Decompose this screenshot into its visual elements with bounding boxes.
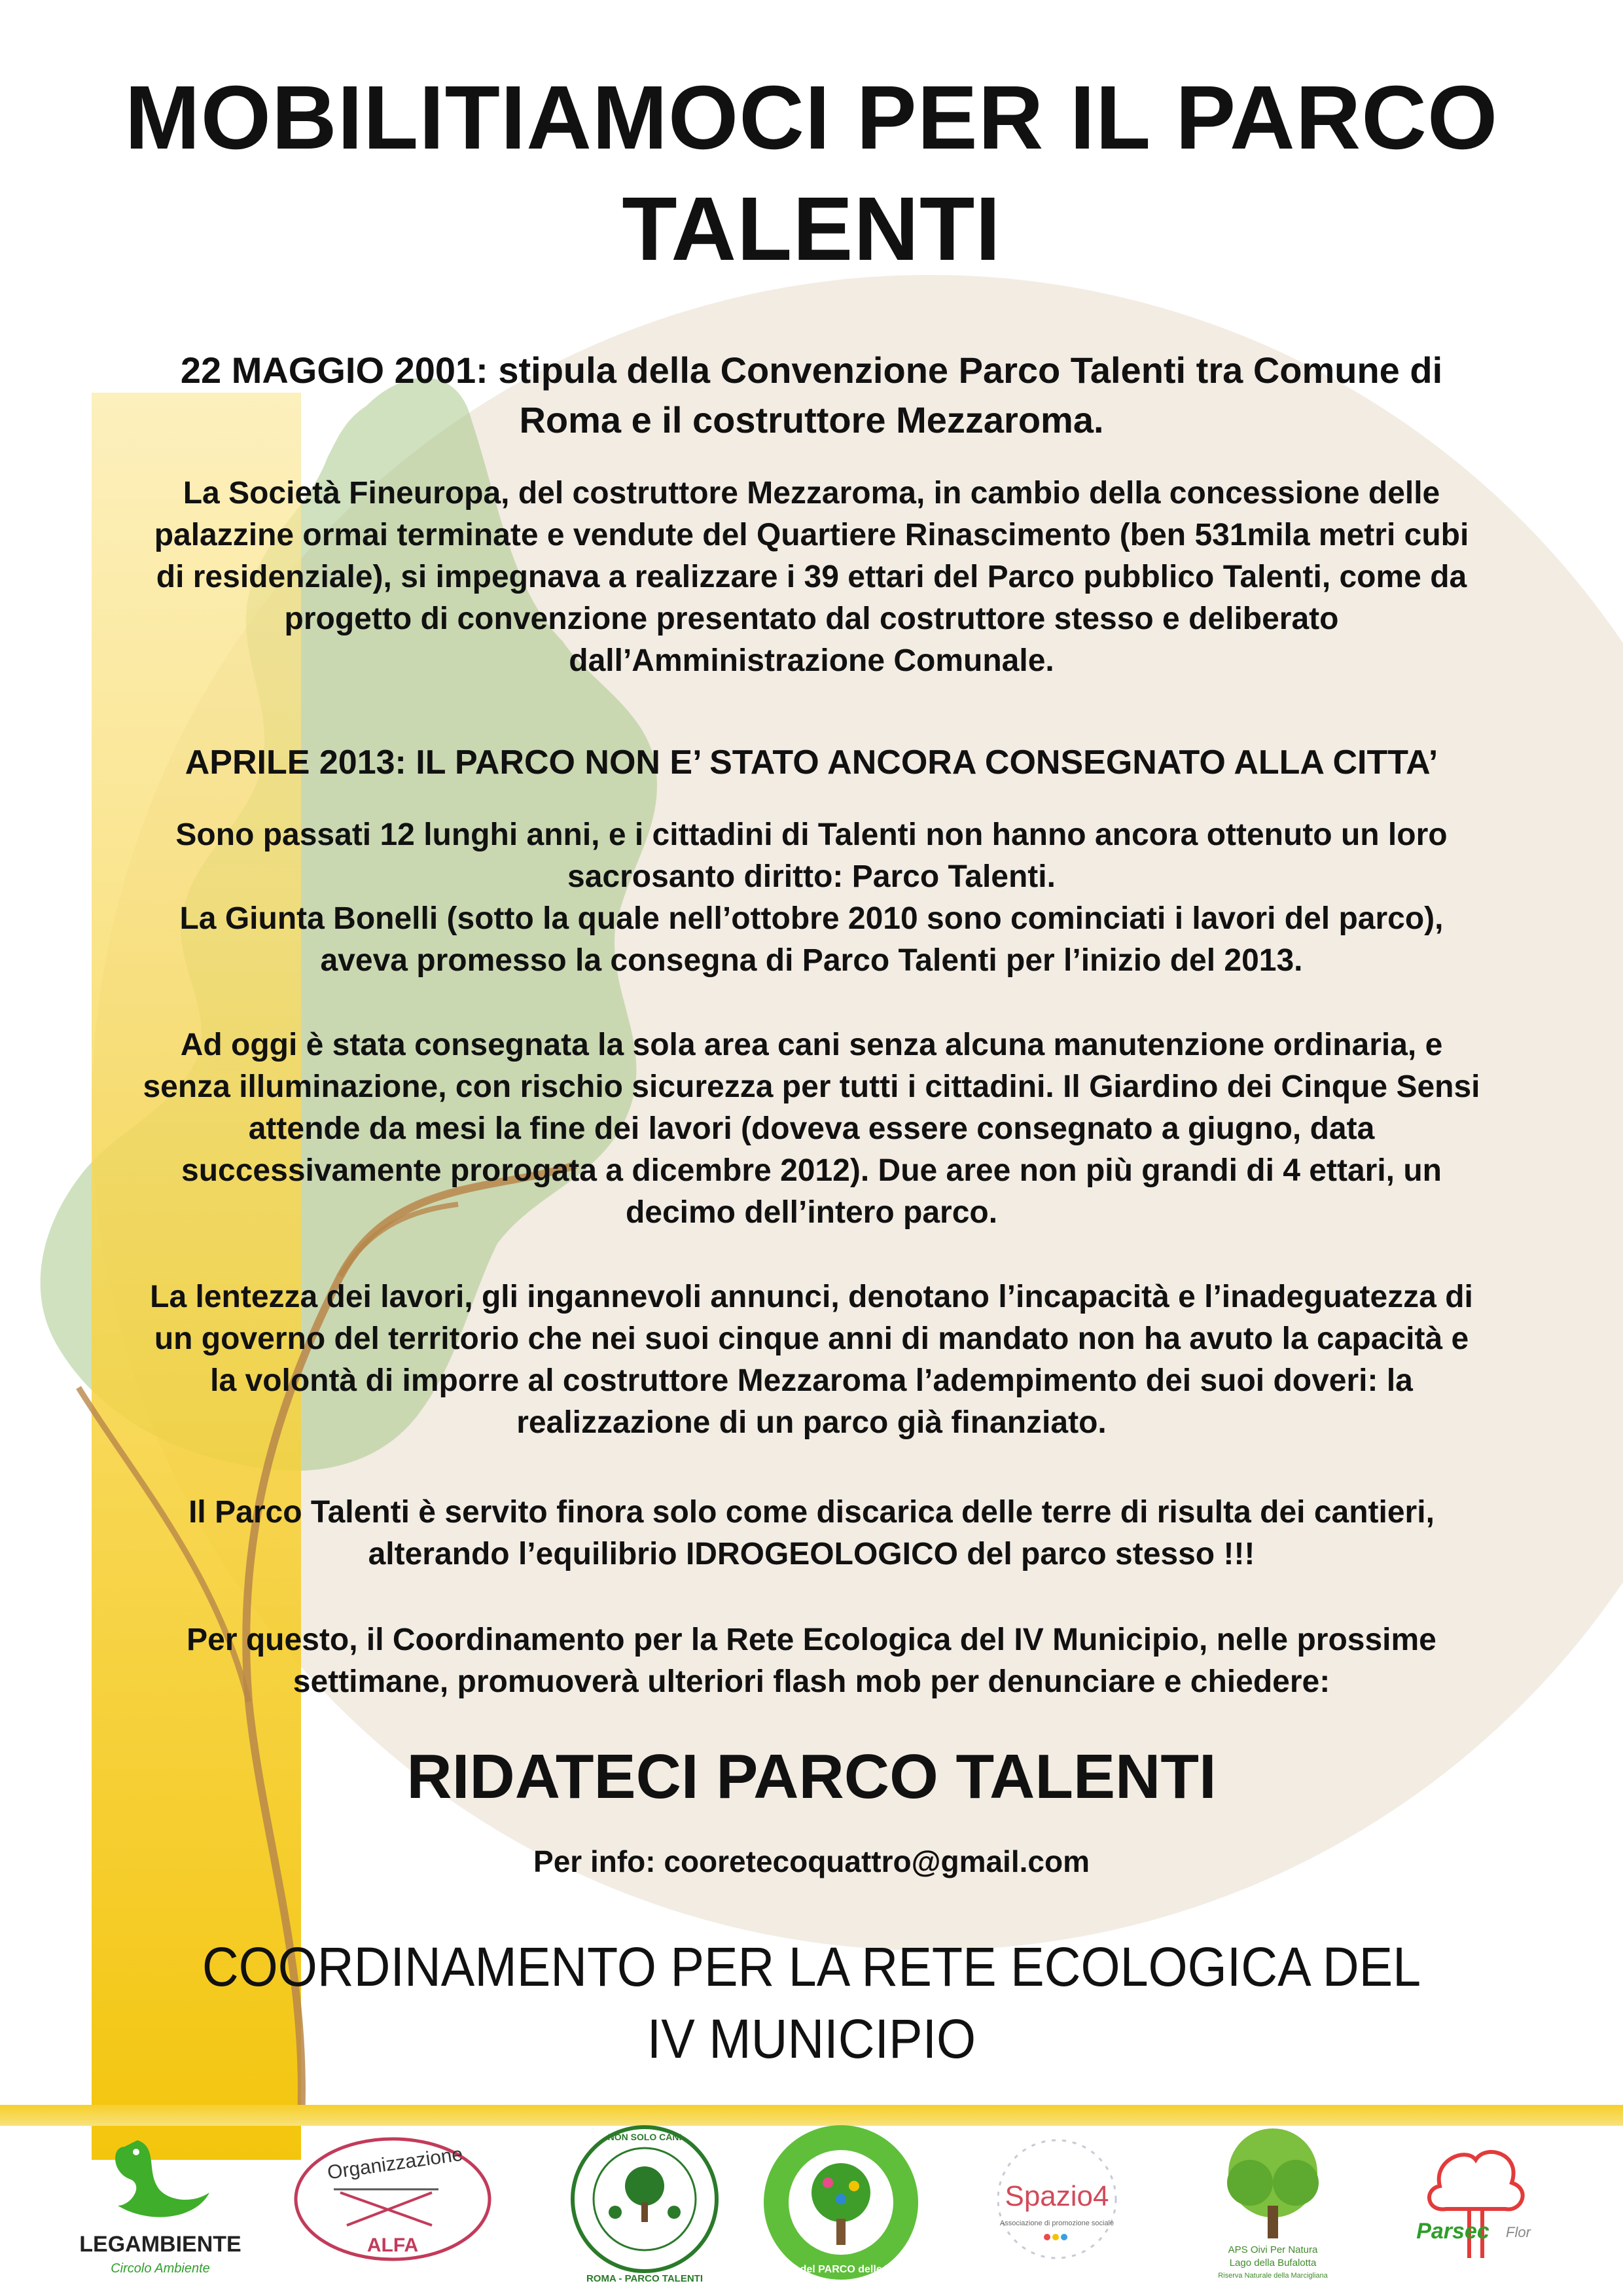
text-line: di residenziale), si impegnava a realizzare i 39 ettari del Parco pubblico Talenti, come da bbox=[156, 560, 1467, 594]
text-line: La Giunta Bonelli (sotto la quale nell’ottobre 2010 sono cominciati i lavori del parco), bbox=[179, 901, 1444, 936]
text-line: aveva promesso la consegna di Parco Talenti per l’inizio del 2013. bbox=[320, 943, 1303, 978]
aps-label-1: APS Oivi Per Natura bbox=[1228, 2244, 1318, 2255]
contact-info[interactable]: Per info: cooretecoquattro@gmail.com bbox=[533, 1844, 1090, 1878]
tree-dot-icon bbox=[849, 2181, 859, 2191]
amici-label: AMICI del PARCO delle VALLI bbox=[767, 2264, 915, 2275]
title-line: MOBILITIAMOCI PER IL PARCO bbox=[124, 67, 1499, 168]
text-line: Sono passati 12 lunghi anni, e i cittadini di Talenti non hanno ancora ottenuto un loro bbox=[175, 817, 1448, 852]
tree-icon bbox=[625, 2166, 664, 2206]
section1-heading bbox=[39, 346, 1584, 445]
color-dot-icon bbox=[1044, 2234, 1050, 2240]
tree-crown-icon bbox=[1227, 2160, 1273, 2206]
tree-trunk-icon bbox=[1268, 2206, 1278, 2238]
text-line: progetto di convenzione presentato dal costruttore stesso e deliberato bbox=[284, 601, 1339, 636]
swan-eye-icon bbox=[133, 2149, 139, 2155]
text-line: La Società Fineuropa, del costruttore Mezzaroma, in cambio della concessione delle bbox=[183, 476, 1440, 511]
section2-paragraph-1 bbox=[39, 814, 1584, 982]
spazio4-logo bbox=[982, 2121, 1132, 2284]
text-line: senza illuminazione, con rischio sicurezza per tutti i cittadini. Il Giardino dei Cinque Sensi bbox=[143, 1069, 1480, 1104]
footer-line: IV MUNICIPIO bbox=[647, 2008, 976, 2070]
aps-oivi-logo bbox=[1198, 2121, 1348, 2284]
text-line: realizzazione di un parco già finanziato. bbox=[516, 1405, 1107, 1440]
section2-heading: APRILE 2013: IL PARCO NON E’ STATO ANCORA CONSEGNATO ALLA CITTA’ bbox=[185, 744, 1438, 781]
amici-parco-valli-logo bbox=[759, 2121, 923, 2284]
text-line: settimane, promuoverà ulteriori flash mob per denunciare e chiedere: bbox=[293, 1664, 1330, 1699]
legambiente-sublabel: Circolo Ambiente bbox=[111, 2261, 210, 2276]
nonsolocani-logo bbox=[563, 2121, 726, 2284]
alfa-cross-icon bbox=[340, 2193, 432, 2225]
text-line: successivamente prorogata a dicembre 2012). Due aree non più grandi di 4 ettari, un bbox=[181, 1153, 1442, 1188]
tree-crown-icon bbox=[1273, 2160, 1319, 2206]
tree-trunk-icon bbox=[641, 2202, 648, 2222]
partner-logos bbox=[0, 2121, 1623, 2296]
title-line: TALENTI bbox=[622, 179, 1001, 279]
swan-icon bbox=[115, 2140, 209, 2217]
paw-icon bbox=[668, 2206, 681, 2219]
text-line: dall’Amministrazione Comunale. bbox=[569, 643, 1054, 678]
aps-label-2: Lago della Bufalotta bbox=[1229, 2257, 1317, 2269]
spazio4-sublabel: Associazione di promozione sociale bbox=[999, 2219, 1115, 2227]
color-dot-icon bbox=[1052, 2234, 1059, 2240]
heading-line: Roma e il costruttore Mezzaroma. bbox=[519, 399, 1104, 440]
tree-crown-icon bbox=[812, 2163, 870, 2222]
legambiente-label: LEGAMBIENTE bbox=[79, 2232, 241, 2257]
section2-paragraph-5 bbox=[39, 1619, 1584, 1703]
legambiente-logo bbox=[72, 2121, 249, 2284]
parsec-flor-logo bbox=[1394, 2121, 1558, 2284]
alfa-logo bbox=[288, 2121, 497, 2284]
organizer-name bbox=[101, 1931, 1522, 2075]
text-line: palazzine ormai terminate e vendute del Quartiere Rinascimento (ben 531mila metri cubi bbox=[154, 518, 1469, 552]
section2-paragraph-2 bbox=[39, 1024, 1584, 1234]
text-line: Il Parco Talenti è servito finora solo come discarica delle terre di risulta dei cantieri, bbox=[188, 1495, 1435, 1530]
text-line: sacrosanto diritto: Parco Talenti. bbox=[567, 859, 1056, 894]
spazio4-label: Spazio4 bbox=[1005, 2180, 1109, 2212]
nonsolocani-bottom-label: ROMA - PARCO TALENTI bbox=[586, 2273, 704, 2284]
section2-paragraph-4 bbox=[39, 1492, 1584, 1575]
slogan: RIDATECI PARCO TALENTI bbox=[406, 1742, 1217, 1812]
page-title bbox=[39, 62, 1584, 285]
text-line: decimo dell’intero parco. bbox=[625, 1195, 998, 1230]
section2-paragraph-3 bbox=[39, 1276, 1584, 1444]
alfa-bottom-label: ALFA bbox=[366, 2234, 419, 2256]
text-line: un governo del territorio che nei suoi cinque anni di mandato non ha avuto la capacità e bbox=[154, 1321, 1469, 1356]
tree-dot-icon bbox=[836, 2194, 846, 2204]
paw-icon bbox=[609, 2206, 622, 2219]
color-dot-icon bbox=[1061, 2234, 1067, 2240]
nonsolocani-top-label: NON SOLO CANI bbox=[607, 2132, 682, 2142]
text-line: la volontà di imporre al costruttore Mezzaroma l’adempimento dei suoi doveri: la bbox=[210, 1363, 1413, 1398]
text-line: La lentezza dei lavori, gli ingannevoli annunci, denotano l’incapacità e l’inadeguatezza di bbox=[150, 1280, 1473, 1314]
section1-body bbox=[39, 473, 1584, 682]
heading-line: 22 MAGGIO 2001: stipula della Convenzione Parco Talenti tra Comune di bbox=[180, 350, 1443, 391]
aps-label-3: Riserva Naturale della Marcigliana bbox=[1218, 2272, 1328, 2280]
text-line: Per questo, il Coordinamento per la Rete Ecologica del IV Municipio, nelle prossime bbox=[187, 1623, 1436, 1657]
alfa-top-label: Organizzazione bbox=[326, 2143, 465, 2184]
text-line: alterando l’equilibrio IDROGEOLOGICO del parco stesso !!! bbox=[368, 1537, 1255, 1571]
tree-dot-icon bbox=[823, 2178, 833, 2188]
tree-outline-icon bbox=[1429, 2152, 1523, 2210]
text-line: attende da mesi la fine dei lavori (doveva essere consegnato a giugno, data bbox=[248, 1111, 1375, 1146]
parsec-label: Parsec bbox=[1416, 2219, 1489, 2244]
parsec-sublabel: Flor bbox=[1506, 2224, 1531, 2240]
tree-trunk-icon bbox=[836, 2219, 846, 2245]
footer-line: COORDINAMENTO PER LA RETE ECOLOGICA DEL bbox=[202, 1936, 1421, 1998]
text-line: Ad oggi è stata consegnata la sola area cani senza alcuna manutenzione ordinaria, e bbox=[180, 1028, 1443, 1062]
